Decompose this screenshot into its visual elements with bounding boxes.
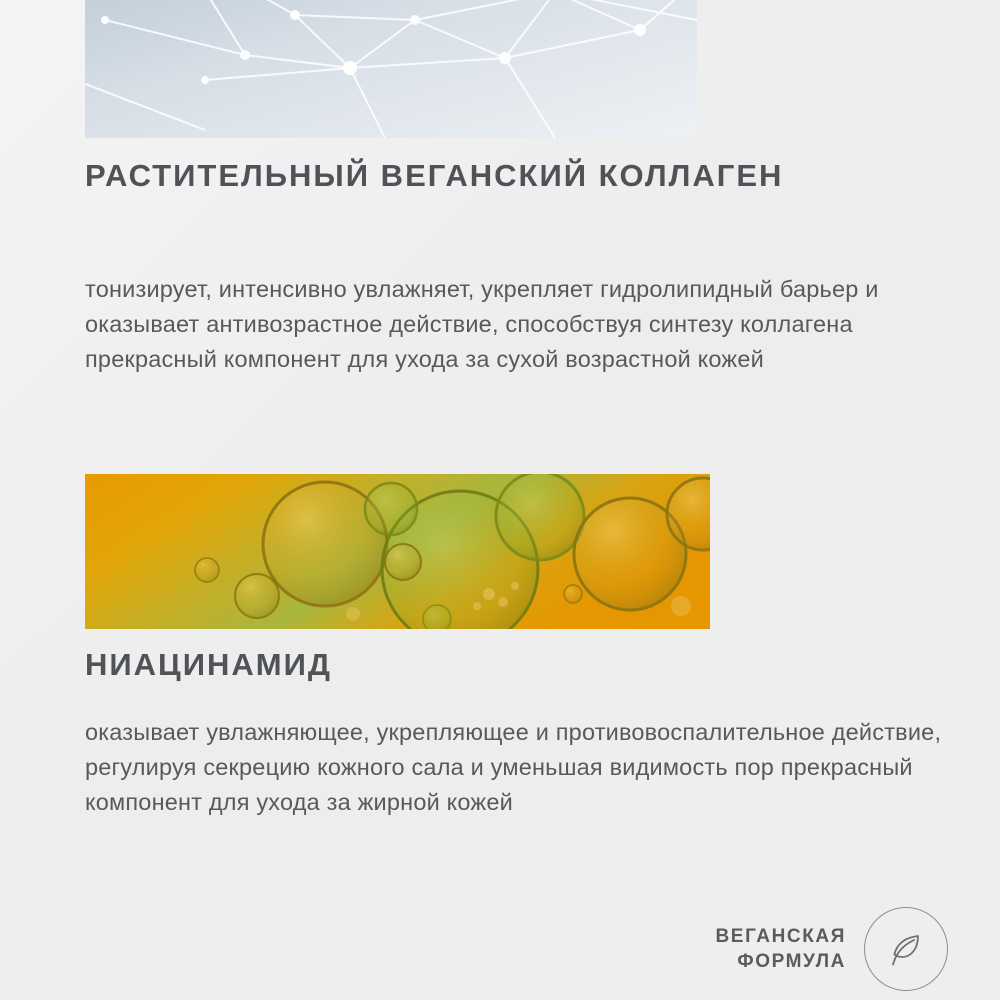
vegan-formula-badge [648,905,948,993]
section-title-niacinamide: НИАЦИНАМИД [85,647,332,682]
bubbles-graphic [85,474,710,629]
section-title-collagen: РАСТИТЕЛЬНЫЙ ВЕГАНСКИЙ КОЛЛАГЕН [85,158,784,193]
leaf-icon [884,927,928,971]
oil-bubbles-image [85,474,710,629]
vegan-formula-circle [864,907,948,991]
section-body-collagen: тонизирует, интенсивно увлажняет, укрепляет гидролипидный барьер и оказывает антивозрастное действие, способствуя синтезу коллагена прекрасный компонент для ухода за сухой возрастной кожей [85,276,879,372]
vegan-formula-line1: ВЕГАНСКАЯ [715,926,846,947]
vegan-formula-text [715,924,846,974]
vegan-formula-line2: ФОРМУЛА [737,951,846,972]
network-graphic [85,0,697,138]
abstract-network-image [85,0,697,138]
section-body-niacinamide: оказывает увлажняющее, укрепляющее и противовоспалительное действие, регулируя секрецию кожного сала и уменьшая видимость пор прекрасный компонент для ухода за жирной кожей [85,719,942,815]
